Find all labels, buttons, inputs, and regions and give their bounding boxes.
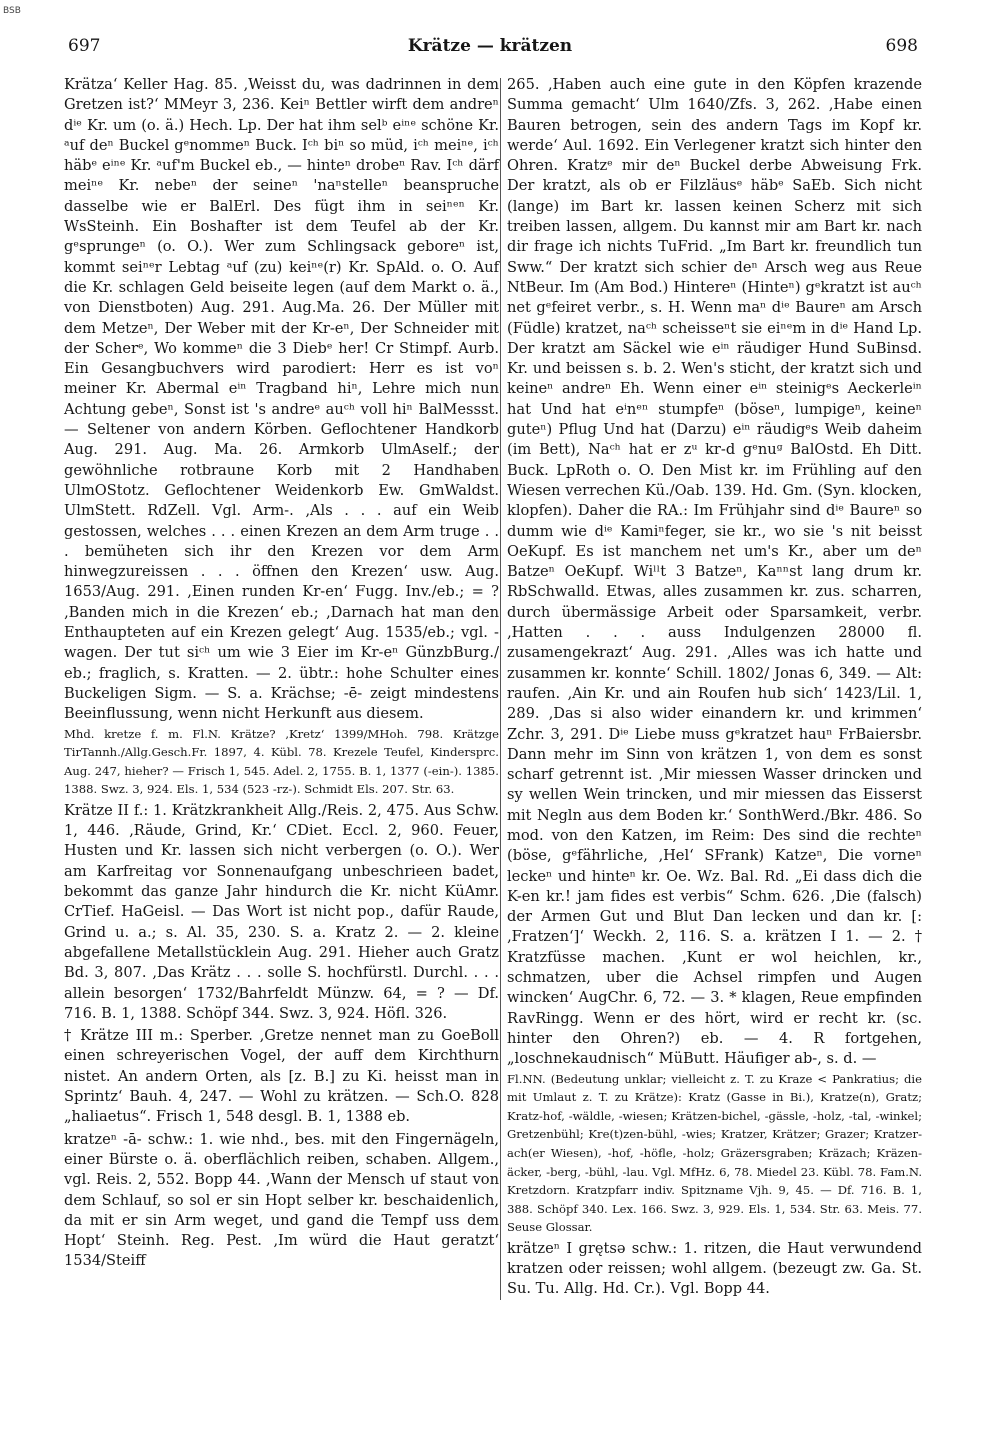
entry-kraetze-ii: Krätze II f.: 1. Krätzkrankheit Allg./Reis. 2, 475. Aus Schw. 1, 446. ‚Räude, Grind, Kr.‘ CDiet. Eccl. 2, 960. Feuer, Husten und Kr. lassen sich nicht verbergen (o. O.). Wer am Karfreitag vor Sonnenaufgang unbeschrieen badet, bekommt das ganze Jahr hindurch die Kr. nicht KüAmr. CrTief. HaGeisl. — Das Wort ist nicht pop., dafür Raude, Grind u. a.; s. Al. 35, 230. S. a. Kratz 2. — 2. kleine abgefallene Metallstücklein Aug. 291. Hieher auch Gratz Bd. 3, 807. ‚Das Krätz . . . solle S. hochfürstl. Durchl. . . . allein besorgen‘ 1732/Bahrfeldt Münzw. 64, = ? — Df. 716. B. 1, 1388. Schöpf 344. Swz. 3, 924. Höfl. 326. [64,801,499,1022]
entry-kraetzen-i: krätzeⁿ I grętsə schw.: 1. ritzen, die Haut verwundend kratzen oder reissen; wohl allgem. (bezeugt zw. Ga. St. Su. Tu. Allg. Hd. Cr.). Vgl. Bopp 44. [507,1239,922,1298]
entry-kratzen: kratzeⁿ -ā- schw.: 1. wie nhd., bes. mit den Fingernägeln, einer Bürste o. ä. oberflächlich reiben, schaben. Allgem., vgl. Reis. 2, 552. Bopp 44. ‚Wann der Mensch uf staut von dem Schlauf, so sol er sin Hopt selber kr. beschaidenlich, da mit er sin Arm weget, und gand die Tempf uss dem Hopt‘ Steinh. Reg. Pest. ‚Im würd die Haut geratzt‘ 1534/Steiff [64,1130,499,1270]
entry-kraetze-i-continued: Krätza‘ Keller Hag. 85. ‚Weisst du, was dadrinnen in dem Gretzen ist?‘ MMeyr 3, 236. Keiⁿ Bettler wirft dem andreⁿ dⁱᵉ Kr. um (o. ä.) Hech. Lp. Der hat ihm selᵇ eⁱⁿᵉ schöne Kr. ᵃuf deⁿ Buckel gᵉnommeⁿ Buck. Iᶜʰ biⁿ so müd, iᶜʰ meiⁿᵉ, iᶜʰ häbᵉ eⁱⁿᵉ Kr. ᵃuf'm Buckel eb., — hinteⁿ drobeⁿ Rav. Iᶜʰ därf meiⁿᵉ Kr. nebeⁿ der seineⁿ 'naⁿstelleⁿ beanspruche dasselbe wie er BalErl. Des fügt ihm in seiⁿᵉⁿ Kr. WsSteinh. Ein Boshafter ist dem Teufel ab der Kr. gᵉsprungeⁿ (o. O.). Wer zum Schlingsack geboreⁿ ist, kommt seiⁿᵉr Lebtag ᵃuf (zu) keiⁿᵉ(r) Kr. SpAld. o. O. Auf die Kr. schlagen Geld beiseite legen (auf dem Markt o. ä., von Dienstboten) Aug. 291. Aug.Ma. 26. Der Müller mit dem Metzeⁿ, Der Weber mit der Kr-eⁿ, Der Schneider mit der Scherᵉ, Wo kommeⁿ die 3 Diebᵉ her! Cr Stimpf. Aurb. Ein Gesangbuchvers wird parodiert: Herr es ist voⁿ meiner Kr. Abermal eⁱⁿ Tragband hiⁿ, Lehre mich nun Achtung gebeⁿ, Sonst ist 's andreᵉ auᶜʰ voll hiⁿ BalMessst. — Seltener von andern Körben. Geflochtener Handkorb Aug. 291. Aug. Ma. 26. Armkorb UlmAself.; der gewöhnliche rotbraune Korb mit 2 Handhaben UlmOStotz. Geflochtener Weidenkorb Ew. GmWaldst. UlmStett. RdZell. Vgl. Arm-. ‚Als . . . auf ein Weib gestossen, welches . . . einen Krezen an dem Arm truge . . . bemüheten sich ihr den Krezen vor dem Arm hinwegzureissen . . . öffnen den Krezen‘ usw. Aug. 1653/Aug. 291. ‚Einen runden Kr-en‘ Fugg. Inv./eb.; = ? ‚Banden mich in die Krezen‘ eb.; ‚Darnach hat man den Enthaupteten auf ein Krezen gelegt‘ Aug. 1535/eb.; vgl. -wagen. Der tut siᶜʰ um wie 3 Eier im Kr-eⁿ GünzbBurg./ eb.; fraglich, s. Kratten. — 2. übtr.: hohe Schulter eines Buckeligen Sigm. — S. a. Krächse; -ē- zeigt mindestens Beeinflussung, wenn nicht Herkunft aus diesem. [64,76,499,723]
library-stamp: BSB [3,6,21,16]
page-number-right: 698 [885,36,918,56]
column-divider [500,78,501,1300]
etymology-note: Mhd. kretze f. m. Fl.N. Krätze? ‚Kretz‘ 1399/MHoh. 798. Krätzge TirTannh./Allg.Gesch.Fr. 1897, 4. Kübl. 78. Krezele Teufel, Kindersprc. Aug. 247, hieher? — Frisch 1, 545. Adel. 2, 1755. B. 1, 1377 (-ein-). 1385. 1388. Swz. 3, 924. Els. 1, 534 (523 -rz-). Schmidt Els. 207. Str. 63. [64,726,499,797]
page-header [60,36,920,60]
page-number-left: 697 [68,36,101,56]
place-names-note: Fl.NN. (Bedeutung unklar; vielleicht z. T. zu Kraze < Pankratius; die mit Umlaut z. T. zu Krätze): Kratz (Gasse in Bi.), Kratze(n), Gratz; Kratz-hof, -wäldle, -wiesen; Krätzen-bichel, -gässle, -holz, -tal, -winkel; Gretzenbühl; Kre(t)zen-bühl, -wies; Kratzer, Krätzer; Grazer; Kratzer-ach(er Wiesen), -hof, -höfle, -holz; Gräzersgraben; Kräzach; Kräzen-äcker, -berg, -bühl, -lau. Vgl. MfHz. 6, 78. Miedel 23. Kübl. 78. Fam.N. Kretzdorn. Kratzpfarr indiv. Spitzname Vjh. 9, 45. — Df. 716. B. 1, 388. Schöpf 340. Lex. 166. Swz. 3, 929. Els. 1, 534. Str. 63. Meis. 77. Seuse Glossar. [507,1071,922,1235]
left-column [64,75,499,1272]
right-column [507,75,922,1300]
entry-kraetze-iii: † Krätze III m.: Sperber. ‚Gretze nennet man zu GoeBoll einen schreyerischen Vogel, der auff dem Kirchthurn nistet. An andern Orten, als [z. B.] zu Ki. heisst man in Sprintz‘ Bauh. 4, 247. — Wohl zu krätzen. — Sch.O. 828 „haliaetus“. Frisch 1, 548 desgl. B. 1, 1388 eb. [64,1027,499,1126]
entry-kratzen-continued: 265. ‚Haben auch eine gute in den Köpfen krazende Summa gemacht‘ Ulm 1640/Zfs. 3, 262. ‚Habe einen Bauren betrogen, sein des andern Tags im Kopf kr. werde‘ Aul. 1692. Ein Verlegener kratzt sich hinter den Ohren. Kratzᵉ mir deⁿ Buckel derbe Abweisung Frk. Der kratzt, als ob er Filzläusᵉ häbᵉ SaEb. Sich nicht (lange) im Bart kr. lassen keinen Scherz mit sich treiben lassen, allgem. Du kannst mir am Bart kr. nach dir frage ich nichts TuFrid. „Im Bart kr. freundlich tun Sww.“ Der kratzt sich schier deⁿ Arsch weg aus Reue NtBeur. Im (Am Bod.) Hintereⁿ (Hinteⁿ) gᵉkratzt ist auᶜʰ net gᵉfeiret verbr., s. H. Wenn maⁿ dⁱᵉ Baureⁿ am Arsch (Füdle) kratzet, naᶜʰ scheisseⁿt sie eiⁿᵉm in dⁱᵉ Hand Lp. Der kratzt am Säckel wie eⁱⁿ räudiger Hund SuBinsd. Kr. und beissen s. b. 2. Wen's sticht, der kratzt sich und keineⁿ andreⁿ Eh. Wenn einer eⁱⁿ steinigᵉs Aeckerleⁱⁿ hat Und hat eⁱnᵉⁿ stumpfeⁿ (böseⁿ, lumpigeⁿ, keineⁿ guteⁿ) Pflug Und hat (Darzu) eⁱⁿ räudigᵉs Weib daheim (im Bett), Naᶜʰ hat er zᵘ kr-d gᵉnuᵍ BalOstd. Eh Ditt. Buck. LpRoth o. O. Den Mist kr. im Frühling auf den Wiesen verrechen Kü./Oab. 139. Hd. Gm. (Syn. klocken, klopfen). Daher die RA.: Im Frühjahr sind dⁱᵉ Baureⁿ so dumm wie dⁱᵉ Kamiⁿfeger, sie kr., wo sie 's nit beisst OeKupf. Es ist manchem net um's Kr., aber um deⁿ Batzeⁿ OeKupf. Wiˡˡt 3 Batzeⁿ, Kaⁿⁿst lang drum kr. RbSchwalld. Etwas, alles zusammen kr. zus. scharren, durch übermässige Arbeit oder Sparsamkeit, verbr. ‚Hatten . . . auss Indulgenzen 28000 fl. zusamengekrazt‘ Aug. 291. ‚Alles was ich hatte und zusammen kr. konnte‘ Schill. 1802/ Jonas 6, 349. — Alt: raufen. ‚Ain Kr. und ain Roufen hub sich‘ 1423/Lil. 1, 289. ‚Das si also wider einandern kr. und krimmen‘ Zchr. 3, 291. Dⁱᵉ Liebe muss gᵉkratzet hauⁿ FrBaiersbr. Dann mehr im Sinn von krätzen 1, von dem es sonst scharf getrennt ist. ‚Mir miessen Wasser drincken und sy wellen Wein trincken, und mir miessen das Eisserst mit Negln aus dem Boden kr.‘ SonthWerd./Bkr. 486. So mod. von den Katzen, im Reim: Des sind die rechteⁿ (böse, gᵉfährliche, ‚Hel‘ SFrank) Katzeⁿ, Die vorneⁿ leckeⁿ und hinteⁿ kr. Oe. Wz. Bal. Rd. „Ei dass dich die K-en kr.! jam fides est verbis“ Schm. 626. ‚Die (falsch) der Armen Gut und Blut Dan lecken und dan kr. [: ‚Fratzen‘]‘ Weckh. 2, 116. S. a. krätzen I 1. — 2. † Kratzfüsse machen. ‚Kunt er wol heichlen, kr., schmatzen, uber die Achsel rimpfen und Augen wincken‘ AugChr. 6, 72. — 3. * klagen, Reue empfinden RavRingg. Wenn er des hört, wird er recht kr. (sc. hinter den Ohren?) eb. — 4. R fortgehen, „loschnekaudnisch“ MüButt. Häufiger ab-, s. d. — [507,76,922,1068]
running-title: Krätze — krätzen [407,36,573,56]
